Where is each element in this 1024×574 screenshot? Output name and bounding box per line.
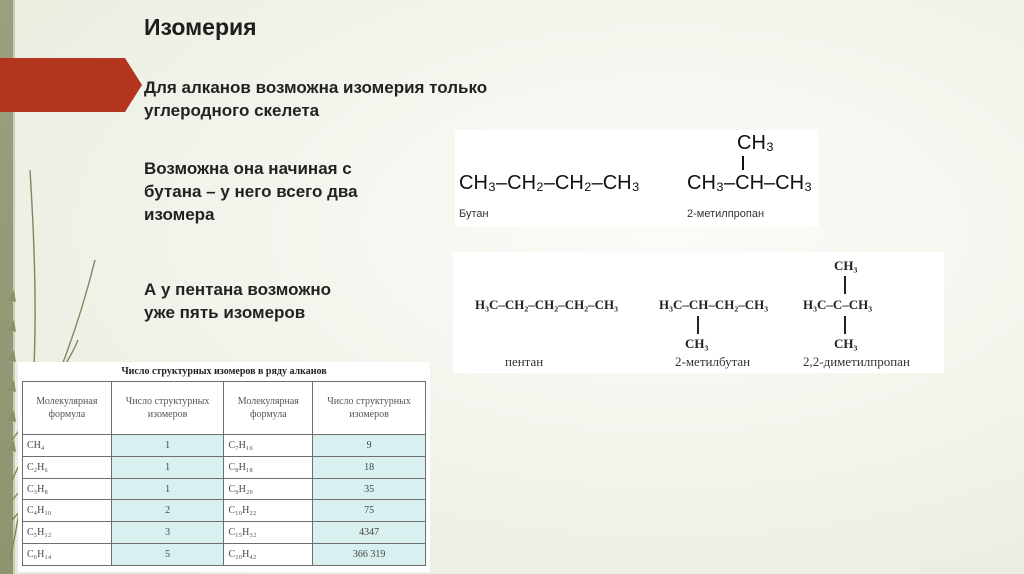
cell-formula: C₁₅H₃₂ [224, 522, 313, 544]
isobutane-formula: CH₃–CH–CH₃ [687, 172, 813, 194]
table-row [23, 544, 426, 566]
para2-line3: изомера [144, 205, 215, 224]
accent-arrow-tab [0, 58, 142, 112]
cell-count: 18 [313, 456, 426, 478]
para1-line2: углеродного скелета [144, 101, 320, 120]
cell-count: 9 [313, 435, 426, 457]
cell-count: 1 [111, 435, 224, 457]
cell-formula: C₆H₁₄ [23, 544, 112, 566]
cell-count: 3 [111, 522, 224, 544]
header-formula-1: Молекулярная формула [23, 382, 112, 435]
cell-formula: C₂₀H₄₂ [224, 544, 313, 566]
isomer-count-table [22, 381, 426, 566]
methylbutane-bond [697, 316, 699, 334]
cell-count: 1 [111, 478, 224, 500]
cell-count: 35 [313, 478, 426, 500]
table-row [23, 456, 426, 478]
isobutane-bond [742, 156, 744, 170]
header-count-1: Число структурных изомеров [111, 382, 224, 435]
cell-formula: C₈H₁₈ [224, 456, 313, 478]
cell-formula: C₄H₁₀ [23, 500, 112, 522]
table-row [23, 522, 426, 544]
cell-formula: C₁₀H₂₂ [224, 500, 313, 522]
cell-formula: C₅H₁₂ [23, 522, 112, 544]
paragraph-butane [144, 157, 358, 226]
pentane-isomers-image [453, 252, 944, 373]
para1-line1: Для алканов возможна изомерия только [144, 78, 488, 97]
methylbutane-branch: CH₃ [685, 336, 709, 351]
slide-title: Изомерия [144, 14, 257, 40]
dimethylpropane-bottom: CH₃ [834, 336, 858, 351]
cell-formula: CH₄ [23, 435, 112, 457]
methylbutane-label: 2-метилбутан [675, 354, 751, 369]
butane-isomers-image [455, 130, 818, 227]
dimethylpropane-top: CH₃ [834, 258, 858, 273]
table-header-row [23, 382, 426, 435]
dimethylpropane-bottom-bond [844, 316, 846, 334]
table-row [23, 478, 426, 500]
cell-count: 4347 [313, 522, 426, 544]
table-row [23, 500, 426, 522]
isobutane-label: 2-метилпропан [687, 208, 765, 220]
cell-count: 366 319 [313, 544, 426, 566]
cell-count: 1 [111, 456, 224, 478]
paragraph-alkane-isomerism [144, 76, 487, 122]
butane-label: Бутан [459, 208, 489, 220]
dimethylpropane-label: 2,2-диметилпропан [803, 354, 910, 369]
header-formula-2: Молекулярная формула [224, 382, 313, 435]
table-caption: Число структурных изомеров в ряду алканов [121, 366, 327, 377]
pentane-label: пентан [505, 354, 544, 369]
para2-line2: бутана – у него всего два [144, 182, 358, 201]
table-row [23, 435, 426, 457]
paragraph-pentane [144, 278, 331, 324]
cell-formula: C₇H₁₆ [224, 435, 313, 457]
dimethylpropane-top-bond [844, 276, 846, 294]
dimethylpropane-formula: H₃C–C–CH₃ [803, 297, 873, 312]
isobutane-top-group: CH₃ [737, 132, 775, 154]
cell-count: 2 [111, 500, 224, 522]
cell-count: 75 [313, 500, 426, 522]
para3-line2: уже пять изомеров [144, 303, 306, 322]
cell-formula: C₃H₈ [23, 478, 112, 500]
cell-formula: C₂H₆ [23, 456, 112, 478]
pentane-formula: H₃C–CH₂–CH₂–CH₂–CH₃ [475, 297, 618, 312]
butane-formula: CH₃–CH₂–CH₂–CH₃ [459, 172, 640, 194]
cell-count: 5 [111, 544, 224, 566]
para3-line1: А у пентана возможно [144, 280, 332, 299]
cell-formula: C₉H₂₀ [224, 478, 313, 500]
methylbutane-formula: H₃C–CH–CH₂–CH₃ [659, 297, 769, 312]
header-count-2: Число структурных изомеров [313, 382, 426, 435]
para2-line1: Возможна она начиная с [144, 159, 352, 178]
